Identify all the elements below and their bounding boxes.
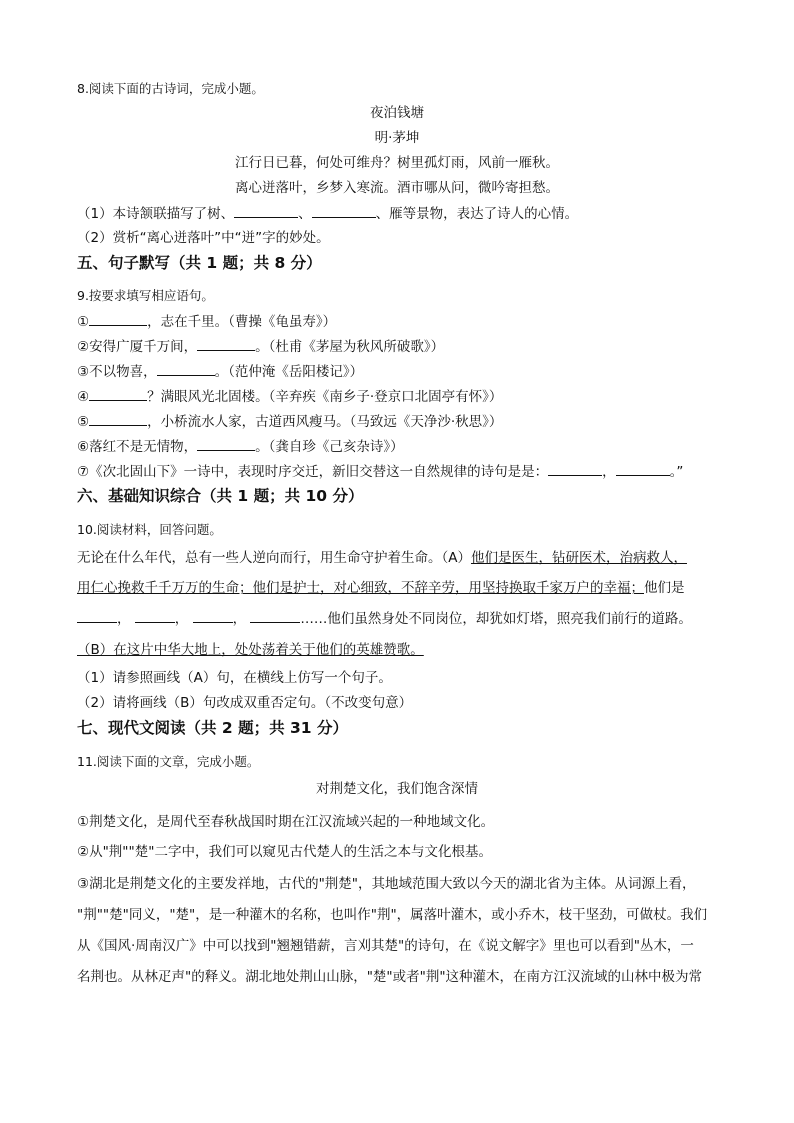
answer-blank[interactable] [135, 608, 175, 623]
article-para-3-line-1: ③湖北是荆楚文化的主要发祥地，古代的"荆楚"，其地域范围大致以今天的湖北省为主体。从词源上看， [77, 876, 696, 892]
q9-line-7-text-a: ⑦《次北固山下》一诗中，表现时序交迁，新旧交替这一自然规律的诗句是是： [77, 464, 549, 480]
answer-blank[interactable] [548, 461, 602, 476]
answer-blank[interactable] [89, 411, 147, 426]
q8-sub-1 [77, 203, 717, 224]
q9-line-3-text-b: 。（范仲淹《岳阳楼记》） [214, 364, 364, 380]
section-5-heading: 五、句子默写（共 1 题；共 8 分） [77, 254, 322, 272]
q9-line-3-text-a: ③不以物喜， [77, 364, 157, 380]
q10-intro: 10.阅读材料，回答问题。 [77, 522, 222, 537]
q9-line-2 [77, 336, 717, 357]
answer-blank[interactable] [193, 608, 233, 623]
article-para-3-line-3: 从《国风·周南汉广》中可以找到"翘翘错薪，言刈其楚"的诗句，在《说文解字》里也可以看到"丛木，一 [77, 938, 694, 954]
q9-line-4-text-b: ？满眼风光北固楼。（辛弃疾《南乡子·登京口北固亭有怀》） [147, 389, 503, 405]
q10-para-1-text: 无论在什么年代，总有一些人逆向而行，用生命守护着生命。（A） [77, 550, 471, 566]
q8-intro: 8.阅读下面的古诗词，完成小题。 [77, 81, 264, 96]
article-title: 对荆楚文化，我们饱含深情 [316, 781, 478, 797]
q8-sub-1-text-c: 、雁等景物，表达了诗人的心情。 [375, 206, 579, 222]
q9-line-2-text-a: ②安得广厦千万间， [77, 339, 198, 355]
q8-sub-2: （2）赏析“离心迸落叶”中“迸”字的妙处。 [77, 230, 330, 246]
q10-para-3-tail: ……他们虽然身处不同岗位，却犹如灯塔，照亮我们前行的道路。 [300, 611, 692, 627]
q8-sub-1-text-a: （1）本诗颔联描写了树、 [77, 206, 235, 222]
section-7-heading: 七、现代文阅读（共 2 题；共 31 分） [77, 719, 348, 737]
answer-blank[interactable] [197, 436, 255, 451]
q9-line-3 [77, 361, 717, 382]
underlined-sentence-a-cont: 用仁心挽救千千万万的生命；他们是护士，对心细致，不辞辛劳，用坚持换取千家万户的幸福； [77, 580, 644, 596]
q10-para-line-1 [77, 548, 737, 568]
q9-line-6-text-a: ⑥落红不是无情物， [77, 439, 198, 455]
poem-line-2: 离心迸落叶，乡梦入寒流。酒市哪从问，微吟寄担愁。 [235, 180, 559, 196]
q9-line-7 [77, 461, 737, 482]
article-para-3-line-4: 名荆也。从林疋声"的释义。湖北地处荆山山脉，"楚"或者"荆"这种灌木，在南方江汉流域的山林中极为常 [77, 969, 703, 985]
q9-line-5-text-a: ⑤ [77, 414, 90, 430]
article-para-1: ①荆楚文化，是周代至春秋战国时期在江汉流域兴起的一种地域文化。 [77, 814, 495, 830]
q10-para-line-3 [77, 608, 737, 629]
answer-blank[interactable] [89, 386, 147, 401]
answer-blank[interactable] [312, 203, 376, 218]
comma: ， [174, 611, 189, 627]
answer-blank[interactable] [616, 461, 670, 476]
q9-line-1-text-a: ① [77, 314, 90, 330]
q9-line-1 [77, 311, 717, 332]
q10-sub-2: （2）请将画线（B）句改成双重否定句。（不改变句意） [77, 695, 413, 711]
q9-line-4-text-a: ④ [77, 389, 90, 405]
section-6-heading: 六、基础知识综合（共 1 题；共 10 分） [77, 487, 364, 505]
answer-blank[interactable] [89, 311, 147, 326]
answer-blank[interactable] [157, 361, 215, 376]
q8-sub-1-text-b: 、 [298, 206, 312, 222]
comma: ， [117, 611, 131, 627]
poem-author: 明·茅坤 [374, 130, 420, 146]
q9-intro: 9.按要求填写相应语句。 [77, 288, 214, 303]
q9-line-6 [77, 436, 717, 457]
q9-line-4 [77, 386, 717, 407]
q9-line-7-text-b: ， [602, 464, 616, 480]
q9-line-2-text-b: 。（杜甫《茅屋为秋风所破歌》） [255, 339, 445, 355]
underlined-sentence-b: （B）在这片中华大地上，处处荡着关于他们的英雄赞歌。 [77, 642, 424, 658]
answer-blank[interactable] [250, 608, 300, 623]
article-para-2: ②从"荆""楚"二字中，我们可以窥见古代楚人的生活之本与文化根基。 [77, 844, 492, 860]
answer-blank[interactable] [77, 608, 117, 623]
q9-line-5 [77, 411, 717, 432]
article-para-3-line-2: "荆""楚"同义，"楚"，是一种灌木的名称，也叫作"荆"，属落叶灌木，或小乔木，枝干坚劲，可做杖。我们 [77, 907, 708, 923]
q10-para-2-tail: 他们是 [644, 580, 685, 596]
q9-line-5-text-b: ，小桥流水人家，古道西风瘦马。（马致远《天净沙·秋思》） [147, 414, 503, 430]
q9-line-1-text-b: ，志在千里。（曹操《龟虽寿》） [147, 314, 337, 330]
answer-blank[interactable] [234, 203, 298, 218]
underlined-sentence-a: 他们是医生，钻研医术，治病救人， [470, 550, 687, 566]
q11-intro: 11.阅读下面的文章，完成小题。 [77, 754, 260, 769]
q9-line-7-text-c: 。” [669, 464, 684, 480]
q10-para-line-2 [77, 578, 737, 598]
comma: ， [232, 611, 247, 627]
poem-title: 夜泊钱塘 [370, 105, 424, 121]
answer-blank[interactable] [197, 336, 255, 351]
poem-line-1: 江行日已暮，何处可维舟？树里孤灯雨，风前一雁秋。 [235, 155, 559, 171]
q10-sub-1: （1）请参照画线（A）句，在横线上仿写一个句子。 [77, 670, 392, 686]
q9-line-6-text-b: 。（龚自珍《己亥杂诗》） [255, 439, 404, 455]
